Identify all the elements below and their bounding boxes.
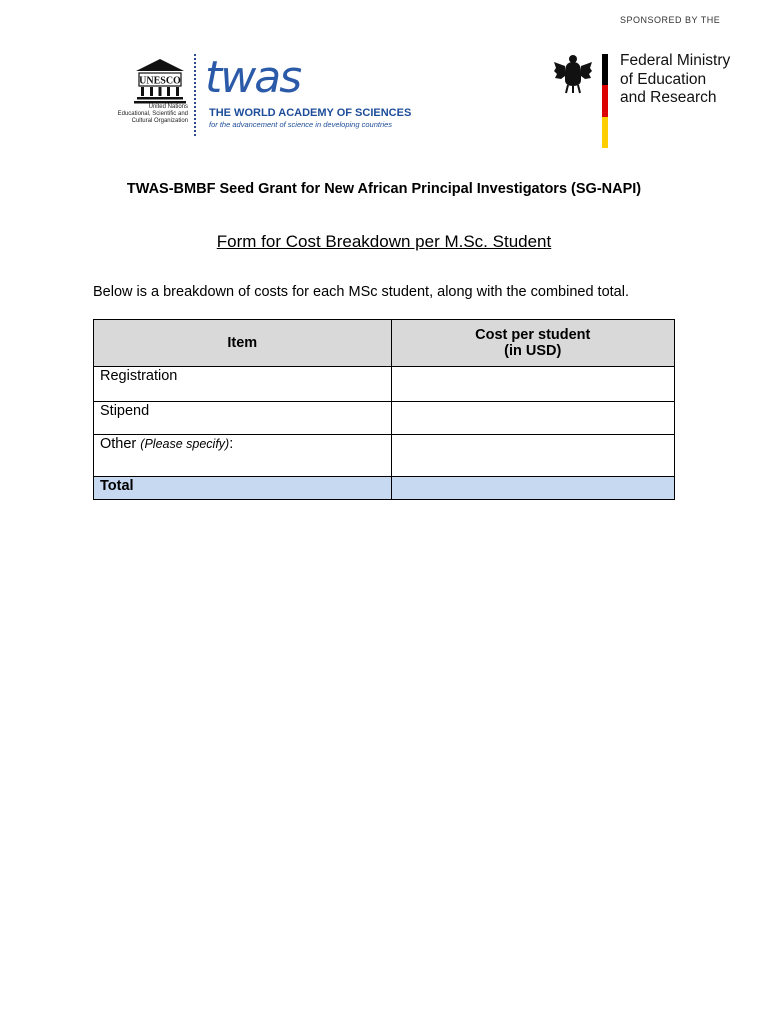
total-label: Total bbox=[94, 477, 392, 500]
intro-paragraph: Below is a breakdown of costs for each MSc student, along with the combined total. bbox=[93, 284, 629, 300]
other-suffix: : bbox=[229, 436, 234, 452]
header-cost-line2: (in USD) bbox=[504, 343, 562, 359]
unesco-line: Cultural Organization bbox=[131, 118, 188, 124]
bmbf-line: Federal Ministry bbox=[620, 52, 731, 69]
flag-black bbox=[602, 54, 608, 85]
table-row bbox=[94, 367, 675, 402]
total-row bbox=[94, 477, 675, 500]
twas-subtitle: for the advancement of science in developing countries bbox=[209, 120, 393, 129]
twas-wordmark: twas bbox=[205, 52, 301, 103]
bmbf-line: of Education bbox=[620, 70, 707, 88]
bmbf-name bbox=[620, 52, 730, 108]
federal-eagle-icon bbox=[553, 52, 593, 94]
table-header-row bbox=[94, 320, 675, 367]
form-title: Form for Cost Breakdown per M.Sc. Student bbox=[216, 232, 552, 251]
flag-red bbox=[602, 85, 608, 116]
header-cost-line1: Cost per student bbox=[475, 327, 591, 343]
unesco-mark-text: UNESCO bbox=[139, 75, 181, 87]
bmbf-line: and Research bbox=[620, 89, 717, 106]
row-cost-other[interactable] bbox=[391, 435, 674, 477]
row-item-registration: Registration bbox=[94, 367, 392, 402]
header-item: Item bbox=[94, 320, 392, 367]
german-flag-bar bbox=[602, 54, 608, 148]
row-item-stipend: Stipend bbox=[94, 402, 392, 435]
logo-divider bbox=[194, 54, 196, 136]
row-cost-registration[interactable] bbox=[391, 367, 674, 402]
row-cost-stipend[interactable] bbox=[391, 402, 674, 435]
row-item-other bbox=[94, 435, 392, 477]
sponsored-label: SPONSORED BY THE bbox=[620, 15, 721, 25]
unesco-org-name bbox=[100, 104, 188, 125]
twas-title: THE WORLD ACADEMY OF SCIENCES bbox=[209, 107, 412, 119]
unesco-temple-logo bbox=[133, 58, 187, 104]
flag-gold bbox=[602, 117, 608, 148]
unesco-line: Educational, Scientific and bbox=[117, 111, 188, 117]
cost-breakdown-table bbox=[93, 319, 675, 500]
unesco-line: United Nations bbox=[148, 104, 188, 110]
other-note: (Please specify) bbox=[140, 437, 230, 451]
document-title: TWAS-BMBF Seed Grant for New African Principal Investigators (SG-NAPI) bbox=[126, 181, 642, 197]
total-value[interactable] bbox=[391, 477, 674, 500]
other-label: Other bbox=[100, 436, 137, 452]
table-row bbox=[94, 435, 675, 477]
header-cost bbox=[391, 320, 674, 367]
table-row bbox=[94, 402, 675, 435]
